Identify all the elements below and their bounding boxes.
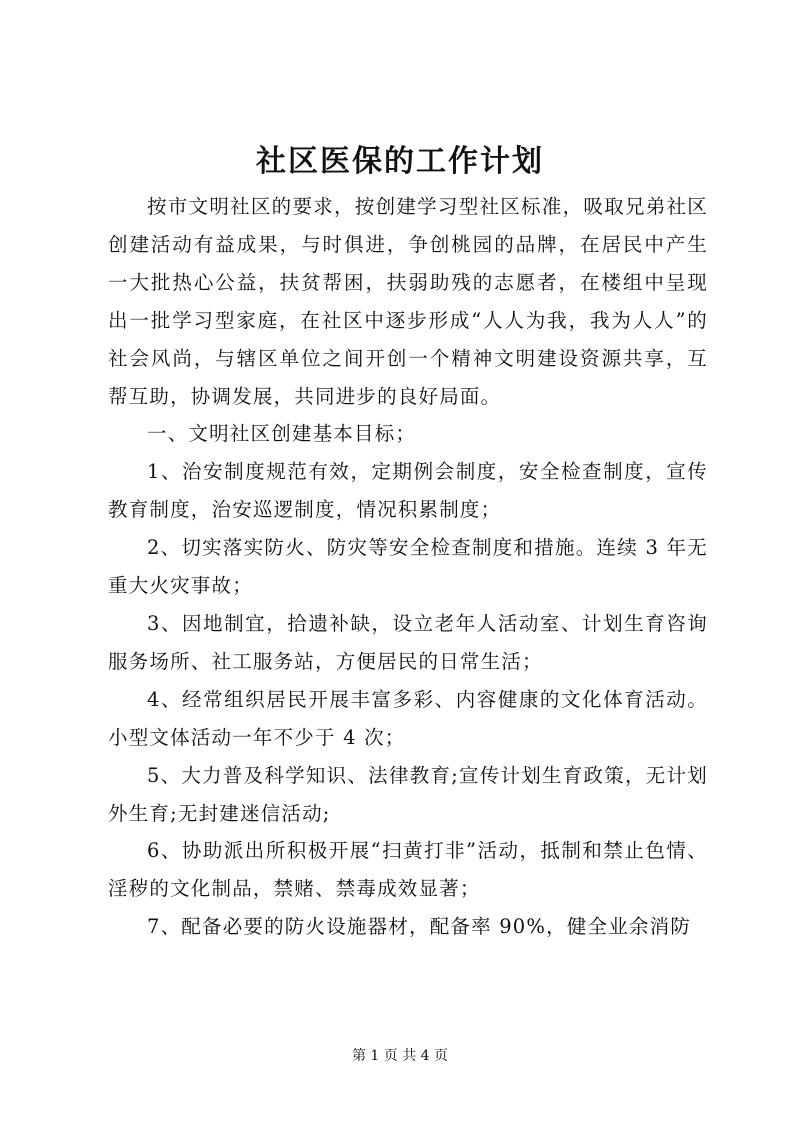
- paragraph-intro: 按市文明社区的要求，按创建学习型社区标准，吸取兄弟社区创建活动有益成果，与时俱进，争创桃园的品牌，在居民中产生一大批热心公益，扶贫帮困，扶弱助残的志愿者，在楼组中呈现出一批学习型家庭，在社区中逐步形成“人人为我，我为人人”的社会风尚，与辖区单位之间开创一个精神文明建设资源共享，互帮互助，协调发展，共同进步的良好局面。: [108, 195, 708, 408]
- paragraph-section-heading: 一、文明社区创建基本目标；: [147, 422, 417, 446]
- paragraph-item-1: 1、治安制度规范有效，定期例会制度，安全检查制度，宣传教育制度，治安巡逻制度，情况积累制度；: [108, 460, 708, 522]
- page-footer: 第 1 页 共 4 页: [351, 1048, 449, 1064]
- paragraph-item-7: 7、配备必要的防火设施器材，配备率 90%，健全业余消防: [147, 915, 692, 939]
- paragraph-item-2: 2、切实落实防火、防灾等安全检查制度和措施。连续 3 年无重大火灾事故；: [108, 536, 708, 598]
- paragraph-item-6: 6、协助派出所积极开展“扫黄打非”活动，抵制和禁止色情、淫秽的文化制品，禁赌、禁毒成效显著；: [108, 839, 708, 901]
- document-body: [108, 188, 708, 946]
- paragraph-item-3: 3、因地制宜，拾遗补缺，设立老年人活动室、计划生育咨询服务场所、社工服务站，方便居民的日常生活；: [108, 611, 708, 673]
- document-title: 社区医保的工作计划: [256, 144, 544, 179]
- paragraph-item-4: 4、经常组织居民开展丰富多彩、内容健康的文化体育活动。小型文体活动一年不少于 4 次；: [108, 687, 708, 749]
- paragraph-item-5: 5、大力普及科学知识、法律教育;宣传计划生育政策，无计划外生育;无封建迷信活动;: [108, 763, 708, 825]
